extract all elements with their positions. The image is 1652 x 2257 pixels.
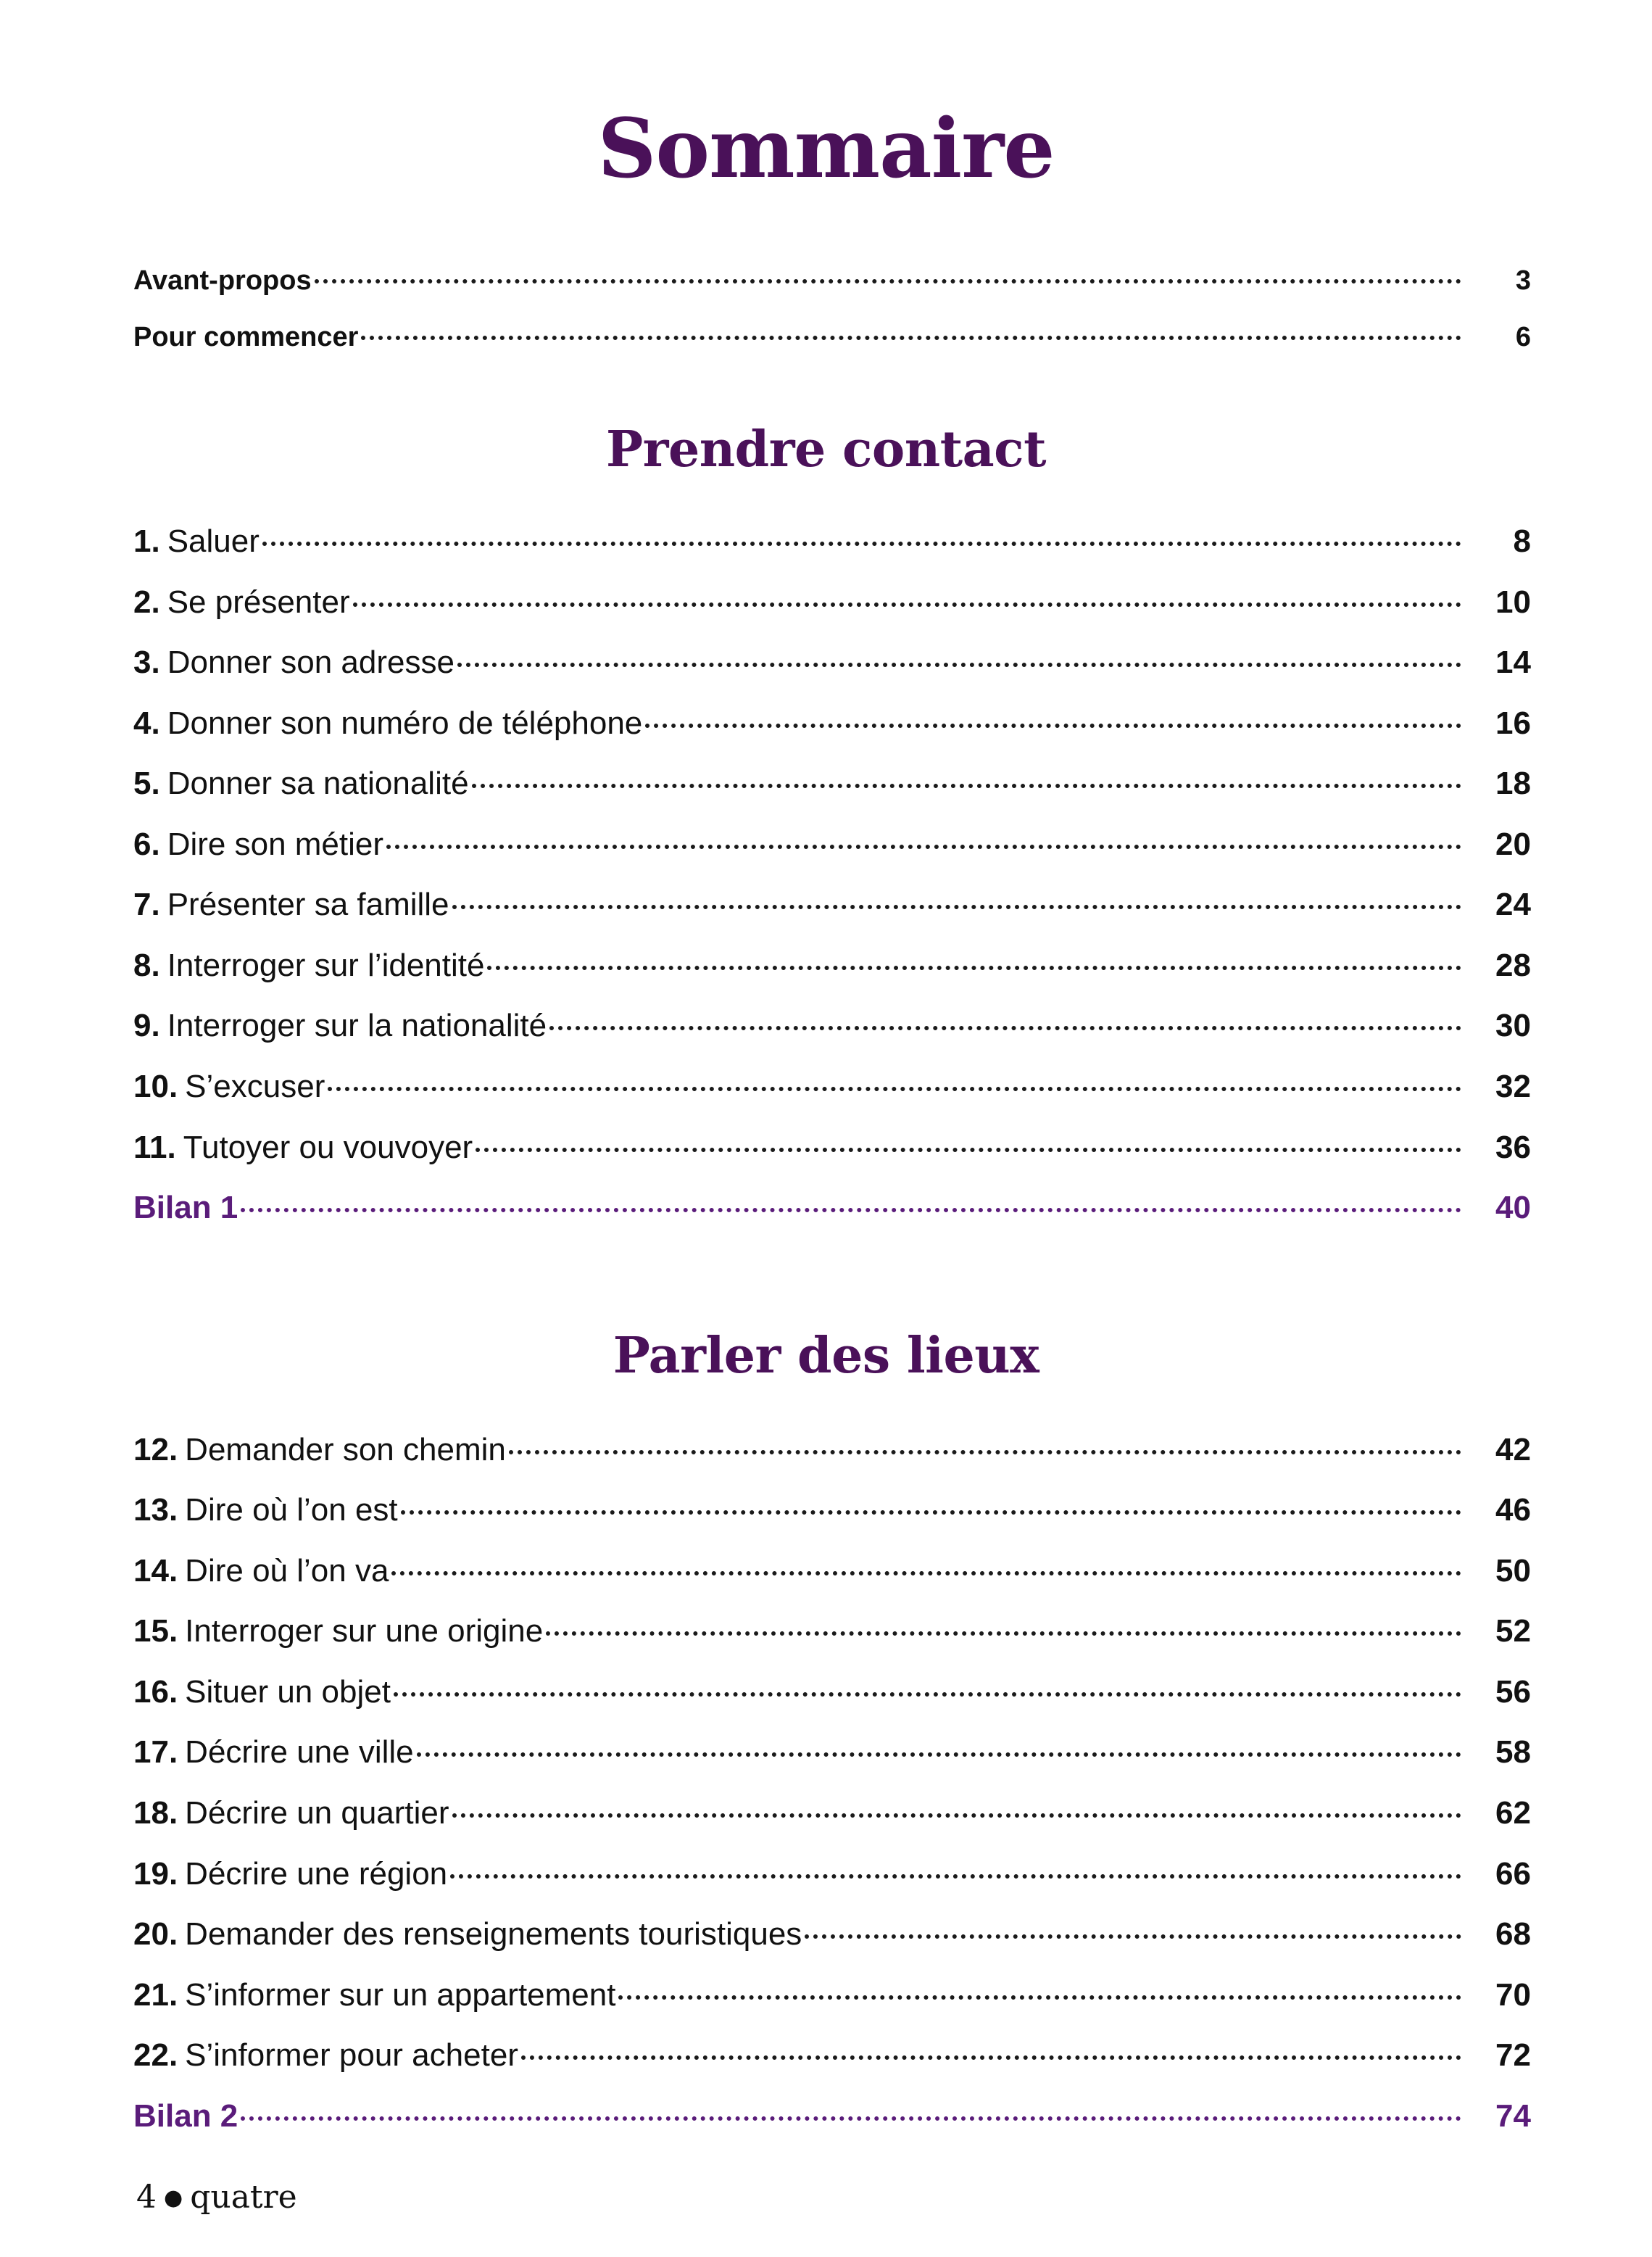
entry-page: 24 (1495, 887, 1531, 922)
toc-entry[interactable] (133, 1916, 1531, 1967)
entry-page: 62 (1495, 1795, 1531, 1831)
toc-entry[interactable] (133, 1008, 1531, 1059)
entry-number: 13. (133, 1492, 178, 1528)
toc-entry[interactable] (133, 1795, 1531, 1846)
entry-page: 66 (1495, 1856, 1531, 1892)
entry-page: 10 (1495, 584, 1531, 620)
dot-leader (386, 845, 1461, 849)
entry-label: Tutoyer ou vouvoyer (183, 1130, 473, 1165)
entry-page: 16 (1495, 705, 1531, 741)
entry-label: Interroger sur une origine (185, 1613, 544, 1649)
entry-number: 19. (133, 1856, 178, 1892)
entry-label: S’informer pour acheter (185, 2037, 518, 2073)
entry-label: S’informer sur un appartement (185, 1977, 616, 2013)
entry-number: 10. (133, 1069, 178, 1104)
entry-number: 20. (133, 1916, 178, 1952)
entry-label: Interroger sur la nationalité (167, 1008, 547, 1043)
dot-leader (521, 2055, 1461, 2060)
dot-leader (262, 542, 1461, 546)
toc-entry[interactable] (133, 1674, 1531, 1725)
entry-label: S’excuser (185, 1069, 325, 1104)
toc-entry[interactable] (133, 523, 1531, 574)
entry-page: 74 (1495, 2098, 1531, 2134)
section-title-parler-des-lieux: Parler des lieux (613, 1327, 1039, 1385)
toc-entry[interactable] (133, 1130, 1531, 1180)
entry-page: 14 (1495, 645, 1531, 680)
entry-page: 36 (1495, 1130, 1531, 1165)
entry-label: Saluer (167, 523, 260, 559)
dot-leader (452, 905, 1461, 909)
entry-page: 52 (1495, 1613, 1531, 1649)
toc-entry[interactable] (133, 2037, 1531, 2088)
entry-page: 42 (1495, 1432, 1531, 1467)
entry-number: 9. (133, 1008, 160, 1043)
section-title-prendre-contact: Prendre contact (606, 421, 1046, 479)
entry-page: 30 (1495, 1008, 1531, 1043)
toc-entry-bilan-2[interactable] (133, 2098, 1531, 2149)
dot-leader (241, 2116, 1461, 2121)
entry-label: Décrire une ville (185, 1734, 414, 1770)
entry-page: 72 (1495, 2037, 1531, 2073)
entry-label: Donner sa nationalité (167, 766, 469, 801)
dot-leader (394, 1692, 1461, 1697)
toc-entry[interactable] (133, 1613, 1531, 1664)
entry-number: 12. (133, 1432, 178, 1467)
entry-label: Dire où l’on va (185, 1553, 389, 1589)
entry-number: 18. (133, 1795, 178, 1831)
dot-leader (487, 966, 1461, 970)
entry-label: Bilan 1 (133, 1190, 238, 1225)
entry-number: 15. (133, 1613, 178, 1649)
toc-entry[interactable] (133, 1734, 1531, 1785)
dot-leader (476, 1148, 1461, 1152)
toc-entry[interactable] (133, 1856, 1531, 1907)
toc-entry[interactable] (133, 645, 1531, 695)
toc-entry[interactable] (133, 1492, 1531, 1543)
entry-number: 6. (133, 827, 160, 862)
toc-entry[interactable] (133, 705, 1531, 756)
entry-label: Décrire un quartier (185, 1795, 449, 1831)
entry-number: 11. (133, 1130, 176, 1165)
dot-leader (417, 1752, 1461, 1757)
entry-page: 32 (1495, 1069, 1531, 1104)
dot-leader (546, 1631, 1461, 1636)
entry-page: 6 (1515, 322, 1531, 352)
entry-number: 16. (133, 1674, 178, 1710)
entry-label: Interroger sur l’identité (167, 948, 485, 983)
dot-leader (315, 279, 1461, 283)
dot-leader (361, 336, 1461, 340)
toc-entry[interactable] (133, 887, 1531, 937)
entry-label: Se présenter (167, 584, 350, 620)
dot-leader (509, 1450, 1461, 1454)
toc-entry[interactable] (133, 1069, 1531, 1119)
entry-number: 22. (133, 2037, 178, 2073)
entry-label: Avant-propos (133, 265, 312, 296)
entry-number: 3. (133, 645, 160, 680)
entry-label: Donner son numéro de téléphone (167, 705, 643, 741)
dot-leader (549, 1026, 1461, 1030)
toc-entry[interactable] (133, 1432, 1531, 1483)
entry-label: Situer un objet (185, 1674, 391, 1710)
dot-leader (805, 1934, 1461, 1939)
entry-label: Dire où l’on est (185, 1492, 398, 1528)
entry-page: 3 (1515, 265, 1531, 296)
entry-number: 14. (133, 1553, 178, 1589)
entry-label: Demander son chemin (185, 1432, 506, 1467)
entry-number: 4. (133, 705, 160, 741)
toc-entry[interactable] (133, 766, 1531, 816)
entry-label: Présenter sa famille (167, 887, 449, 922)
entry-label: Demander des renseignements touristiques (185, 1916, 802, 1952)
toc-entry[interactable] (133, 948, 1531, 998)
dot-leader (241, 1208, 1461, 1212)
dot-leader (401, 1510, 1461, 1515)
bullet-icon: ● (164, 2185, 183, 2211)
footer-page-word: quatre (190, 2179, 297, 2216)
entry-number: 17. (133, 1734, 178, 1770)
dot-leader (618, 1995, 1461, 2000)
entry-label: Bilan 2 (133, 2098, 238, 2134)
entry-page: 68 (1495, 1916, 1531, 1952)
entry-page: 20 (1495, 827, 1531, 862)
toc-entry[interactable] (133, 827, 1531, 877)
entry-page: 58 (1495, 1734, 1531, 1770)
entry-page: 70 (1495, 1977, 1531, 2013)
entry-label: Pour commencer (133, 322, 359, 352)
entry-number: 8. (133, 948, 160, 983)
toc-entry-avant-propos[interactable] (133, 265, 1531, 316)
toc-entry-bilan-1[interactable] (133, 1190, 1531, 1241)
dot-leader (353, 602, 1461, 607)
dot-leader (328, 1087, 1461, 1091)
entry-number: 7. (133, 887, 160, 922)
dot-leader (645, 724, 1461, 728)
entry-page: 50 (1495, 1553, 1531, 1589)
entry-page: 18 (1495, 766, 1531, 801)
toc-entry[interactable] (133, 1977, 1531, 2028)
entry-number: 5. (133, 766, 160, 801)
entry-label: Donner son adresse (167, 645, 454, 680)
entry-number: 21. (133, 1977, 178, 2013)
dot-leader (452, 1813, 1461, 1818)
dot-leader (450, 1874, 1461, 1879)
dot-leader (457, 663, 1461, 667)
toc-entry-pour-commencer[interactable] (133, 322, 1531, 373)
dot-leader (391, 1571, 1461, 1575)
toc-entry[interactable] (133, 584, 1531, 635)
footer-page-number: 4 (136, 2179, 157, 2216)
page-footer (136, 2179, 297, 2216)
entry-number: 1. (133, 523, 160, 559)
entry-page: 28 (1495, 948, 1531, 983)
entry-label: Décrire une région (185, 1856, 448, 1892)
entry-page: 40 (1495, 1190, 1531, 1225)
entry-page: 8 (1513, 523, 1531, 559)
dot-leader (472, 784, 1461, 788)
entry-page: 46 (1495, 1492, 1531, 1528)
toc-entry[interactable] (133, 1553, 1531, 1604)
page-title: Sommaire (597, 102, 1055, 196)
entry-number: 2. (133, 584, 160, 620)
entry-page: 56 (1495, 1674, 1531, 1710)
entry-label: Dire son métier (167, 827, 384, 862)
